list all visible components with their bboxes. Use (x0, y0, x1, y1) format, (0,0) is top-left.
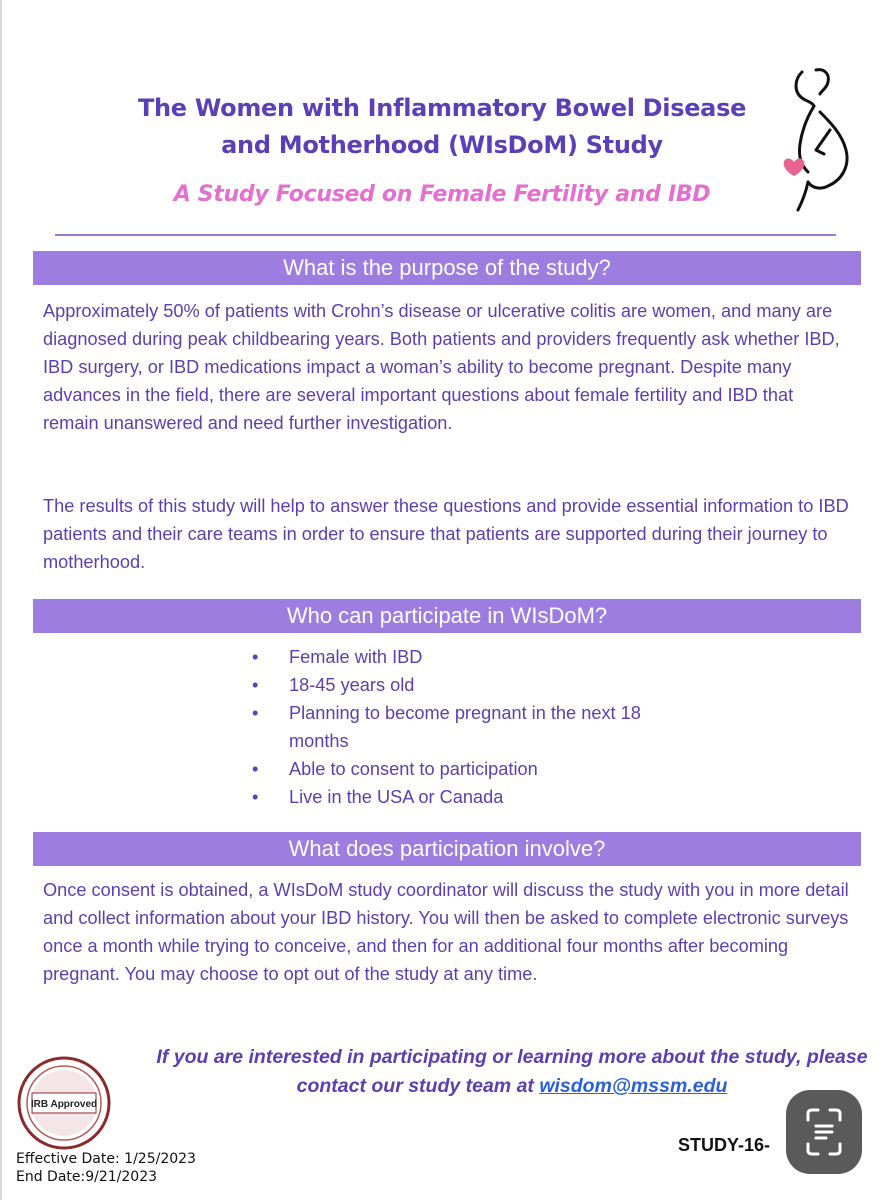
list-item: • Able to consent to participation (252, 755, 672, 783)
bullet-icon: • (252, 647, 259, 667)
effective-date: Effective Date: 1/25/2023 (16, 1151, 196, 1167)
bullet-icon: • (252, 703, 259, 723)
list-item: • Female with IBD (252, 643, 672, 671)
bullet-icon: • (252, 787, 259, 807)
list-item: • Live in the USA or Canada (252, 783, 672, 811)
end-date: End Date:9/21/2023 (16, 1169, 158, 1185)
title-line-1: The Women with Inflammatory Bowel Disease (137, 94, 747, 122)
scan-text-icon (786, 1090, 862, 1174)
page-subtitle: A Study Focused on Female Fertility and IBD (173, 182, 711, 207)
bullet-icon: • (252, 759, 259, 779)
irb-seal-icon (16, 1055, 112, 1151)
contact-statement (152, 1043, 872, 1101)
irb-dates (16, 1150, 196, 1186)
purpose-paragraph-1: Approximately 50% of patients with Crohn’s disease or ulcerative colitis are women, and many are diagnosed during peak childbearing years. Both patients and providers frequently ask whether IBD, IBD surgery, or IBD medications impact a woman’s ability to become pregnant. Despite many advances in the field, there are several important questions about female fertility and IBD that remain unanswered and need further investigation. (43, 301, 840, 433)
title-line-2: and Motherhood (WIsDoM) Study (221, 131, 663, 159)
page-title (62, 90, 822, 164)
divider (55, 234, 836, 236)
bullet-icon: • (252, 675, 259, 695)
study-id: STUDY-16- (678, 1135, 771, 1155)
purpose-paragraph-2: The results of this study will help to answer these questions and provide essential information to IBD patients and their care teams in order to ensure that patients are supported during their journey to motherhood. (43, 496, 849, 572)
section-heading-participation: What does participation involve? (33, 832, 861, 866)
participation-paragraph: Once consent is obtained, a WIsDoM study coordinator will discuss the study with you in more detail and collect information about your IBD history. You will then be asked to complete electronic surveys once a month while trying to conceive, and then for an additional four months after becoming pregnant. You may choose to opt out of the study at any time. (43, 880, 849, 984)
list-item: • 18-45 years old (252, 671, 672, 699)
seal-label: IRB Approved (30, 1099, 98, 1110)
contact-text: If you are interested in participating or learning more about the study, please contact our study team at (156, 1046, 868, 1097)
section-heading-eligibility: Who can participate in WIsDoM? (33, 599, 861, 633)
contact-email-link[interactable]: wisdom@mssm.edu (539, 1075, 728, 1097)
eligibility-list (252, 643, 672, 811)
list-item: • Planning to become pregnant in the next 18 months (252, 699, 659, 755)
section-heading-purpose: What is the purpose of the study? (33, 251, 861, 285)
heart-icon (784, 159, 805, 176)
scan-text-button[interactable] (786, 1090, 862, 1174)
